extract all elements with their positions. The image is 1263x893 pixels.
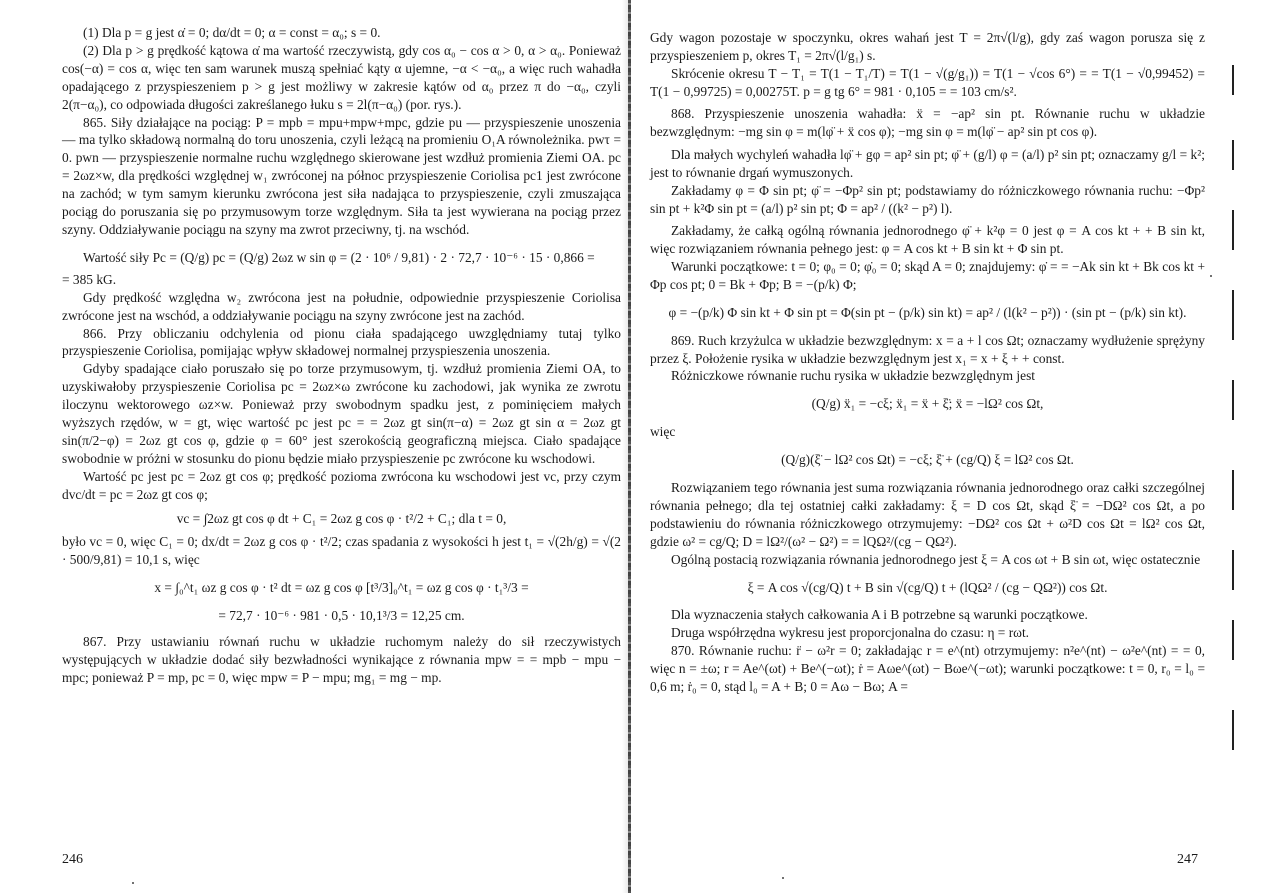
paragraph-small-oscillations: Dla małych wychyleń wahadła lφ̈ + gφ = ap² sin pt; φ̈ + (g/l) φ = (a/l) p² sin pt; oznaczamy g/l = k²; jest to równanie drgań wymuszonych. xyxy=(650,147,1205,181)
equation-force-value: Wartość siły Pc = (Q/g) pc = (Q/g) 2ωz w sin φ = (2 · 10⁶ / 9,81) · 2 · 72,7 · 10⁻⁶ · 15 · 0,866 = xyxy=(83,249,595,265)
paragraph-1: (1) Dla p = g jest α̇ = 0; dα/dt = 0; α = const = α₀; s = 0. xyxy=(83,25,381,40)
equation-x-integral: x = ∫₀^t₁ ωz g cos φ · t² dt = ωz g cos φ [t³/3]₀^t₁ = ωz g cos φ · t₁³/3 = xyxy=(154,580,529,596)
paragraph-wagon-period: Gdy wagon pozostaje w spoczynku, okres wahań jest T = 2π√(l/g), gdy zaś wagon porusza się z przyspieszeniem p, okres T₁ = 2π√(l/g₁) s. xyxy=(650,30,1205,63)
paragraph-general-form: Ogólną postacią rozwiązania równania jednorodnego jest ξ = A cos ωt + B sin ωt, więc ostatecznie xyxy=(671,551,1201,567)
scan-edge-mark xyxy=(1232,550,1234,590)
scan-speck xyxy=(1210,275,1212,277)
scan-speck xyxy=(132,882,134,884)
paragraph-period-shortening: Skrócenie okresu T − T₁ = T(1 − T₁/T) = T(1 − √(g/g₁)) = T(1 − √cos 6°) = = T(1 − √0,99452) = T(1 − 0,99725) = 0,00275T. p = g tg 6° = 981 · 0,105 = = 103 cm/s². xyxy=(650,65,1205,99)
scan-edge-mark xyxy=(1232,470,1234,510)
scan-speck xyxy=(782,877,784,879)
equation-vc: vc = ∫2ωz gt cos φ dt + C₁ = 2ωz g cos φ · t²/2 + C₁; dla t = 0, xyxy=(176,510,507,526)
paragraph-2: (2) Dla p > g prędkość kątowa α̇ ma wartość rzeczywistą, gdy cos α₀ − cos α > 0, α > α₀. Ponieważ cos(−α) = cos α, więc ten sam warunek muszą spełniać kąty α ujemne, −α < −α₀, a więc ruch wahadła opadającego z przyspieszeniem p > g jest możliwy w zakresie kątów od α₀ przez π do −α₀, czyli 2(π−α₀), co odpowiada długości zakreślanego łuku s = 2l(π−α₀) (por. rys.). xyxy=(62,42,621,112)
left-page-text xyxy=(62,24,621,687)
paragraph-second-coordinate: Druga współrzędna wykresu jest proporcjonalna do czasu: η = rωt. xyxy=(671,625,1030,641)
right-page-text xyxy=(650,29,1205,696)
scan-edge-mark xyxy=(1232,620,1234,660)
paragraph-south-velocity: Gdy prędkość względna w₂ zwrócona jest na południe, odpowiednie przyspieszenie Coriolisa zwrócone jest na wschód, a oddziaływanie pociągu na szyny zwrócone jest na zachód. xyxy=(62,289,621,323)
problem-866: 866. Przy obliczaniu odchylenia od pionu ciała spadającego uwzględniamy tutaj tylko przyspieszenie Coriolisa, pomijając wpływ składowej normalnej przyspieszenia unoszenia. xyxy=(62,325,621,359)
paragraph-fall-time: było vc = 0, więc C₁ = 0; dx/dt = 2ωz g cos φ · t²/2; czas spadania z wysokości h jest t₁ = √(2h/g) = √(2 · 500/9,81) = 10,1 s, więc xyxy=(62,534,621,568)
paragraph-constants: Dla wyznaczenia stałych całkowania A i B potrzebne są warunki początkowe. xyxy=(671,607,1088,623)
scan-edge-mark xyxy=(1232,65,1234,95)
scan-edge-mark xyxy=(1232,140,1234,170)
equation-x-result: = 72,7 · 10⁻⁶ · 981 · 0,5 · 10,1³/3 = 12,25 cm. xyxy=(218,608,465,624)
equation-x1: (Q/g) ẍ₁ = −cξ; ẍ₁ = ẍ + ξ̈; ẍ = −lΩ² cos Ωt, xyxy=(811,396,1044,412)
scan-edge-mark xyxy=(1232,210,1234,250)
equation-xi-final: ξ = A cos √(cg/Q) t + B sin √(cg/Q) t + (lQΩ² / (cg − QΩ²)) cos Ωt. xyxy=(747,579,1108,595)
right-page xyxy=(632,0,1263,893)
equation-xi: (Q/g)(ξ̈ − lΩ² cos Ωt) = −cξ; ξ̈ + (cg/Q) ξ = lΩ² cos Ωt. xyxy=(781,452,1074,468)
scan-edge-mark xyxy=(1232,710,1234,750)
paragraph-initial-conditions: Warunki początkowe: t = 0; φ₀ = 0; φ̇₀ = 0; skąd A = 0; znajdujemy: φ̇ = = −Ak sin kt + Bk cos kt + Φp cos pt; 0 = Bk + Φp; B = −(p/k) Φ; xyxy=(650,258,1205,292)
equation-phi-solution: φ = −(p/k) Φ sin kt + Φ sin pt = Φ(sin pt − (p/k) sin kt) = ap² / (l(k² − p²)) · (sin pt − (p/k) sin kt). xyxy=(668,304,1187,320)
paragraph-assume-phi: Zakładamy φ = Φ sin pt; φ̈ = −Φp² sin pt; podstawiamy do różniczkowego równania ruchu: −Φp² sin pt + k²Φ sin pt = (a/l) p² sin pt; Φ = ap² / ((k² − p²) l). xyxy=(650,183,1205,217)
paragraph-general-integral: Zakładamy, że całką ogólną równania jednorodnego φ̈ + k²φ = 0 jest φ = A cos kt + + B sin kt, więc rozwiązaniem równania pełnego jest: φ = A cos kt + B sin kt + Φ sin pt. xyxy=(650,223,1205,256)
problem-868: 868. Przyspieszenie unoszenia wahadła: ẍ = −ap² sin pt. Równanie ruchu w układzie bezwzględnym: −mg sin φ = m(lφ̈ + ẍ cos φ); −mg sin φ = m(lφ̈ − ap² sin pt cos φ). xyxy=(650,105,1205,139)
scan-edge-mark xyxy=(1232,380,1234,420)
paragraph-pc-value: Wartość pc jest pc = 2ωz gt cos φ; prędkość pozioma zwrócona ku wschodowi jest vc, przy czym dvc/dt = pc = 2ωz gt cos φ; xyxy=(62,468,621,502)
problem-867: 867. Przy ustawianiu równań ruchu w układzie ruchomym należy do sił rzeczywistych występujących w układzie dodać siły bezwładności wynikające z równania mpw = = mpb − mpu − mpc; ponieważ P = mp, pc = 0, więc mpw = P − mpu; mg₁ = mg − mp. xyxy=(62,634,621,685)
book-gutter xyxy=(628,0,631,893)
problem-869: 869. Ruch krzyżulca w układzie bezwzględnym: x = a + l cos Ωt; oznaczamy wydłużenie sprężyny przez ξ. Położenie rysika w układzie bezwzględnym jest x₁ = x + ξ + + const. xyxy=(650,332,1205,366)
page-number-left: 246 xyxy=(62,852,83,867)
equation-result-385: = 385 kG. xyxy=(62,271,117,287)
paragraph-coriolis-fall: Gdyby spadające ciało poruszało się po torze przymusowym, tj. wzdłuż promienia Ziemi OA, to uzyskiwałoby przyspieszenie Coriolisa pc = 2ωz×ω zwrócone ku zachodowi, jak wynika ze zwrotu iloczynu wektorowego ωz×w. Ponieważ przy swobodnym spadku jest, z pominięciem małych wyższych rzędów, w = gt, więc wartość pc jest pc = = 2ωz gt sin(π−α) = 2ωz gt sin α = 2ωz gt sin(π/2−φ) = 2ωz gt cos φ, gdzie φ = 60° jest szerokością geograficzną miejsca. Ciało spadające swobodnie w próżni w stosunku do pionu będzie miało przyspieszenie pc zwrócone ku wschodowi. xyxy=(62,361,621,466)
page-number-right: 247 xyxy=(1177,852,1198,867)
problem-870: 870. Równanie ruchu: r̈ − ω²r = 0; zakładając r = e^(nt) otrzymujemy: n²e^(nt) − ω²e^(nt) = = 0, więc n = ±ω; r = Ae^(ωt) + Be^(−ωt); ṙ = Aωe^(ωt) − Bωe^(−ωt); warunki początkowe: t = 0, r₀ = l₀ = 0,6 m; ṙ₀ = 0, stąd l₀ = A + B; 0 = Aω − Bω; A = xyxy=(650,643,1205,695)
paragraph-differential-eq: Różniczkowe równanie ruchu rysika w układzie bezwzględnym jest xyxy=(671,368,1036,384)
scan-edge-mark xyxy=(1232,290,1234,340)
problem-865: 865. Siły działające na pociąg: P = mpb = mpu+mpw+mpc, gdzie pu — przyspieszenie unoszenia — ma tylko składową normalną do toru unoszenia, czyli leżącą na promieniu O₁A równoleżnika. pwτ = 0. pwn — przyspieszenie normalne ruchu względnego skierowane jest wzdłuż promienia Ziemi OA. pc = 2ωz×w, dla prędkości względnej w₁ zwróconej na północ przyspieszenie Coriolisa pc1 jest zwrócone na zachód; w tym samym kierunku zwrócona jest siła nadająca to przyspieszenie, czyli zmuszająca pociąg do poruszania się po przymusowym torze względnym. Siła ta jest wywierana na pociąg przez szyny. Oddziaływanie pociągu na szyny ma zwrot przeciwny, tj. na wschód. xyxy=(62,114,621,237)
paragraph-solution-sum: Rozwiązaniem tego równania jest suma rozwiązania równania jednorodnego oraz całki szczególnej równania pełnego; dla tej ostatniej całki zakładamy: ξ = D cos Ωt, skąd ξ̈ = −DΩ² cos Ωt, a po podstawieniu do równania różniczkowego otrzymujemy: −DΩ² cos Ωt + ω²D cos Ωt = lΩ² cos Ωt, gdzie ω² = cg/Q; D = lΩ²/(ω² − Ω²) = = lQΩ²/(cg − QΩ²). xyxy=(650,480,1205,549)
word-wiec: więc xyxy=(650,424,676,440)
